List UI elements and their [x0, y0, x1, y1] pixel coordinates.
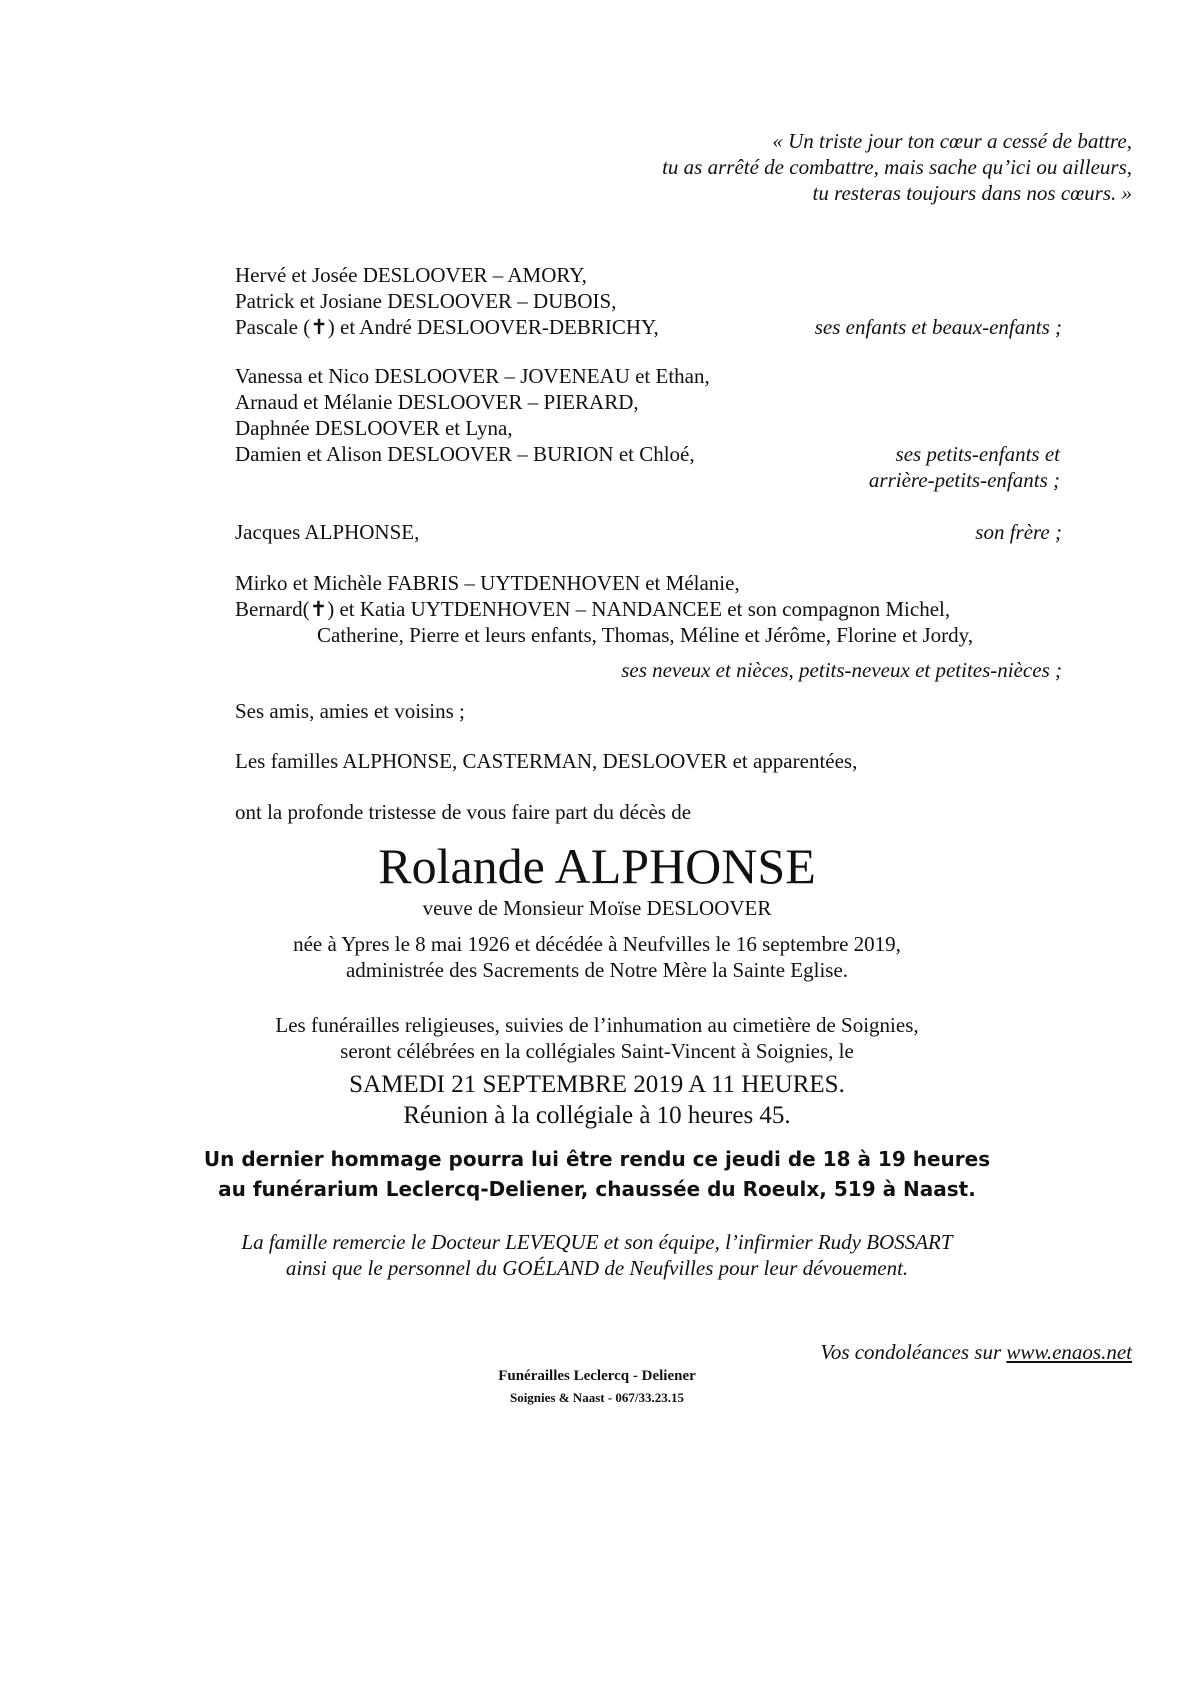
nephews-relation: ses neveux et nièces, petits-neveux et petites-nièces ; [621, 658, 1062, 682]
birth-death-details [0, 931, 1194, 983]
funeral-home [0, 1365, 1194, 1409]
announcement-line: ont la profonde tristesse de vous faire part du décès de [235, 800, 692, 824]
brother-relation: son frère ; [975, 520, 1062, 544]
nephews-line-3: Catherine, Pierre et leurs enfants, Thomas, Méline et Jérôme, Florine et Jordy, [317, 623, 974, 647]
family-name-line: Pascale (✝) et André DESLOOVER-DEBRICHY, [235, 315, 659, 339]
family-name-line: Arnaud et Mélanie DESLOOVER – PIERARD, [235, 390, 639, 414]
funeral-home-contact: Soignies & Naast - 067/33.23.15 [509, 1390, 685, 1405]
quote-line: « Un triste jour ton cœur a cessé de battre, [772, 129, 1132, 153]
funeral-info [0, 1012, 1194, 1064]
condolences-line [820, 1339, 1132, 1365]
children-relation: ses enfants et beaux-enfants ; [814, 315, 1062, 339]
family-name-line: Damien et Alison DESLOOVER – BURION et Chloé, [235, 442, 695, 466]
funeral-date: SAMEDI 21 SEPTEMBRE 2019 A 11 HEURES. [349, 1071, 845, 1098]
relation-line: ses petits-enfants et [895, 442, 1060, 466]
funeral-line: Les funérailles religieuses, suivies de l’inhumation au cimetière de Soignies, [275, 1013, 919, 1037]
widow-of-line: veuve de Monsieur Moïse DESLOOVER [422, 896, 772, 920]
funeral-home-name: Funérailles Leclercq - Deliener [498, 1368, 696, 1384]
family-name-line: Vanessa et Nico DESLOOVER – JOVENEAU et Ethan, [235, 364, 710, 388]
grandchildren-list [235, 363, 710, 467]
funeral-line: seront célébrées en la collégiales Saint-Vincent à Soignies, le [340, 1039, 854, 1063]
children-list [235, 262, 659, 340]
details-line: née à Ypres le 8 mai 1926 et décédée à Neufvilles le 16 septembre 2019, [293, 932, 901, 956]
nephews-line-1: Mirko et Michèle FABRIS – UYTDENHOVEN et Mélanie, [235, 571, 740, 595]
friends-line: Ses amis, amies et voisins ; [235, 699, 465, 723]
meeting-time: Réunion à la collégiale à 10 heures 45. [403, 1102, 791, 1129]
tribute-line: Un dernier hommage pourra lui être rendu ce jeudi de 18 à 19 heures [203, 1147, 991, 1171]
condolences-link[interactable]: www.enaos.net [1006, 1340, 1132, 1364]
tribute-line: au funérarium Leclercq-Deliener, chaussée du Roeulx, 519 à Naast. [218, 1177, 976, 1201]
quote-line: tu resteras toujours dans nos cœurs. » [812, 181, 1132, 205]
epigraph-quote [662, 128, 1132, 206]
tribute-info [0, 1144, 1194, 1204]
details-line: administrée des Sacrements de Notre Mère la Sainte Eglise. [345, 958, 849, 982]
family-name-line: Patrick et Josiane DESLOOVER – DUBOIS, [235, 289, 617, 313]
condolences-label: Vos condoléances sur [820, 1340, 1007, 1364]
family-name-line: Hervé et Josée DESLOOVER – AMORY, [235, 263, 587, 287]
thanks-note [0, 1229, 1194, 1281]
quote-line: tu as arrêté de combattre, mais sache qu’ici ou ailleurs, [662, 155, 1132, 179]
brother-name: Jacques ALPHONSE, [235, 520, 420, 544]
deceased-name: Rolande ALPHONSE [378, 838, 816, 894]
grandchildren-relation [869, 441, 1060, 493]
families-line: Les familles ALPHONSE, CASTERMAN, DESLOOVER et apparentées, [235, 749, 858, 773]
family-name-line: Daphnée DESLOOVER et Lyna, [235, 416, 513, 440]
relation-line: arrière-petits-enfants ; [868, 468, 1060, 492]
nephews-line-2: Bernard(✝) et Katia UYTDENHOVEN – NANDANCEE et son compagnon Michel, [235, 597, 951, 621]
thanks-line: La famille remercie le Docteur LEVEQUE et son équipe, l’infirmier Rudy BOSSART [241, 1230, 953, 1254]
thanks-line: ainsi que le personnel du GOÉLAND de Neufvilles pour leur dévouement. [285, 1256, 909, 1280]
